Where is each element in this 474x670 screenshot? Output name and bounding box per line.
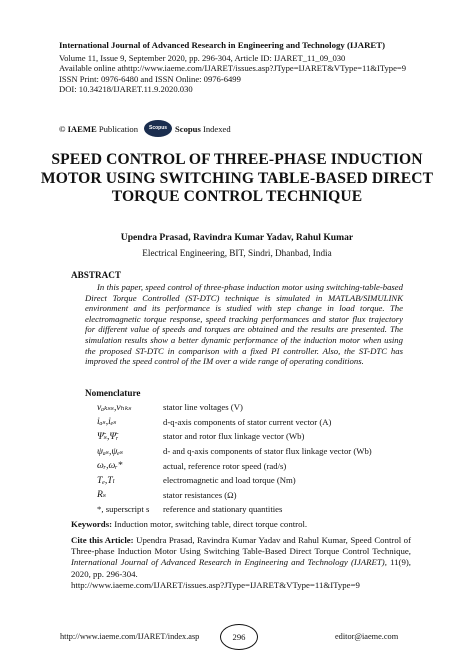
nomenclature-symbol: vₐₖₛₛ,vₕₖₛ (97, 401, 132, 413)
footer-email-link[interactable]: editor@iaeme.com (335, 632, 399, 641)
citation-journal: International Journal of Advanced Research in Engineering and Technology (IJARET) (71, 557, 385, 568)
nomenclature-symbol: Tₑ,Tₗ (97, 474, 115, 486)
keywords-text: Induction motor, switching table, direct torque control. (112, 519, 308, 529)
paper-title: SPEED CONTROL OF THREE-PHASE INDUCTION MOTOR USING SWITCHING TABLE-BASED DIRECT TORQUE CONTROL TECHNIQUE (40, 151, 434, 206)
nomenclature-symbol: Ψ̄ₛ,Ψ̄ᵣ (97, 430, 119, 442)
publication-row (59, 120, 231, 137)
citation-url-link[interactable]: http://www.iaeme.com/IJARET/issues.asp?JType=IJARET&VType=11&IType=9 (71, 579, 360, 590)
copyright-label: © IAEME (59, 123, 97, 134)
nomenclature-item (97, 473, 427, 488)
publication-word: Publication (98, 123, 139, 134)
nomenclature-item (97, 400, 427, 415)
author-affiliation: Electrical Engineering, BIT, Sindri, Dhanbad, India (142, 248, 332, 258)
nomenclature-item (97, 415, 427, 430)
journal-header (59, 40, 439, 95)
nomenclature-description: d- and q-axis components of stator flux linkage vector (Wb) (163, 446, 372, 457)
nomenclature-description: stator and rotor flux linkage vector (Wb) (163, 431, 305, 442)
citation-details: , 11(9), 2020, pp. 296-304. (71, 557, 411, 579)
nomenclature-description: stator resistances (Ω) (163, 489, 237, 500)
nomenclature-symbol: Rₛ (97, 489, 107, 501)
page-footer (0, 622, 474, 652)
nomenclature-description: stator line voltages (V) (163, 402, 243, 413)
footer-url-link[interactable]: http://www.iaeme.com/IJARET/index.asp (60, 632, 200, 641)
keywords-line (71, 519, 411, 529)
scopus-logo-icon: Scopus (144, 120, 172, 137)
indexed-word: Indexed (202, 123, 231, 134)
abstract-heading: ABSTRACT (71, 270, 122, 280)
nomenclature-description: actual, reference rotor speed (rad/s) (163, 460, 287, 471)
paper-authors: Upendra Prasad, Ravindra Kumar Yadav, Rahul Kumar (120, 232, 354, 243)
abstract-body: In this paper, speed control of three-phase induction motor using switching-table-based Direct Torque Controlled (ST-DTC) technique is simulated in MATLAB/SIMULINK environment and its performance is studied with step change in load torque. The electromagnetic torque response, speed tracking performances and stator flux trajectory for different value of speeds and torques are obtained and the results are presented. The simulation results show a better dynamic performance of the induction motor when using the proposed ST-DTC in comparison with a fixed PI controller. Also, the ST-DTC has improved the speed control of the IM over a wide range of operating conditions. (85, 282, 403, 367)
citation-text: Upendra Prasad, Ravindra Kumar Yadav and Rahul Kumar, Speed Control of Three-phase Induction Motor Using Switching Table-Based Direct Torque Control Technique, (71, 535, 412, 557)
doi-info: DOI: 10.34218/IJARET.11.9.2020.030 (59, 84, 193, 95)
nomenclature-description: reference and stationary quantities (163, 504, 283, 515)
nomenclature-symbol: iₐₛ,iₑₛ (97, 416, 117, 428)
nomenclature-item (97, 429, 427, 444)
page-number: 296 (220, 624, 258, 650)
nomenclature-list (97, 400, 427, 517)
journal-name: International Journal of Advanced Research in Engineering and Technology (IJARET) (59, 40, 386, 50)
keywords-label: Keywords: (71, 519, 113, 529)
nomenclature-symbol: *, superscript s (97, 504, 150, 515)
nomenclature-item (97, 488, 427, 503)
nomenclature-description: d-q-axis components of stator current vector (A) (163, 416, 332, 427)
citation-label: Cite this Article: (71, 535, 134, 545)
available-online: Available online athttp://www.iaeme.com/IJARET/issues.asp?JType=IJARET&VType=11&IType=9 (59, 63, 407, 74)
citation-block (71, 535, 411, 591)
nomenclature-item (97, 458, 427, 473)
nomenclature-symbol: ωᵣ,ωᵣ* (97, 460, 123, 472)
scopus-indexed-bold: Scopus (175, 123, 201, 134)
volume-info: Volume 11, Issue 9, September 2020, pp. 296-304, Article ID: IJARET_11_09_030 (59, 52, 346, 63)
nomenclature-item (97, 502, 427, 517)
nomenclature-heading: Nomenclature (85, 388, 141, 398)
issn-info: ISSN Print: 0976-6480 and ISSN Online: 0976-6499 (59, 73, 241, 84)
nomenclature-item (97, 444, 427, 459)
nomenclature-symbol: ψₐₛ,ψₑₛ (97, 445, 124, 457)
nomenclature-description: electromagnetic and load torque (Nm) (163, 475, 296, 486)
